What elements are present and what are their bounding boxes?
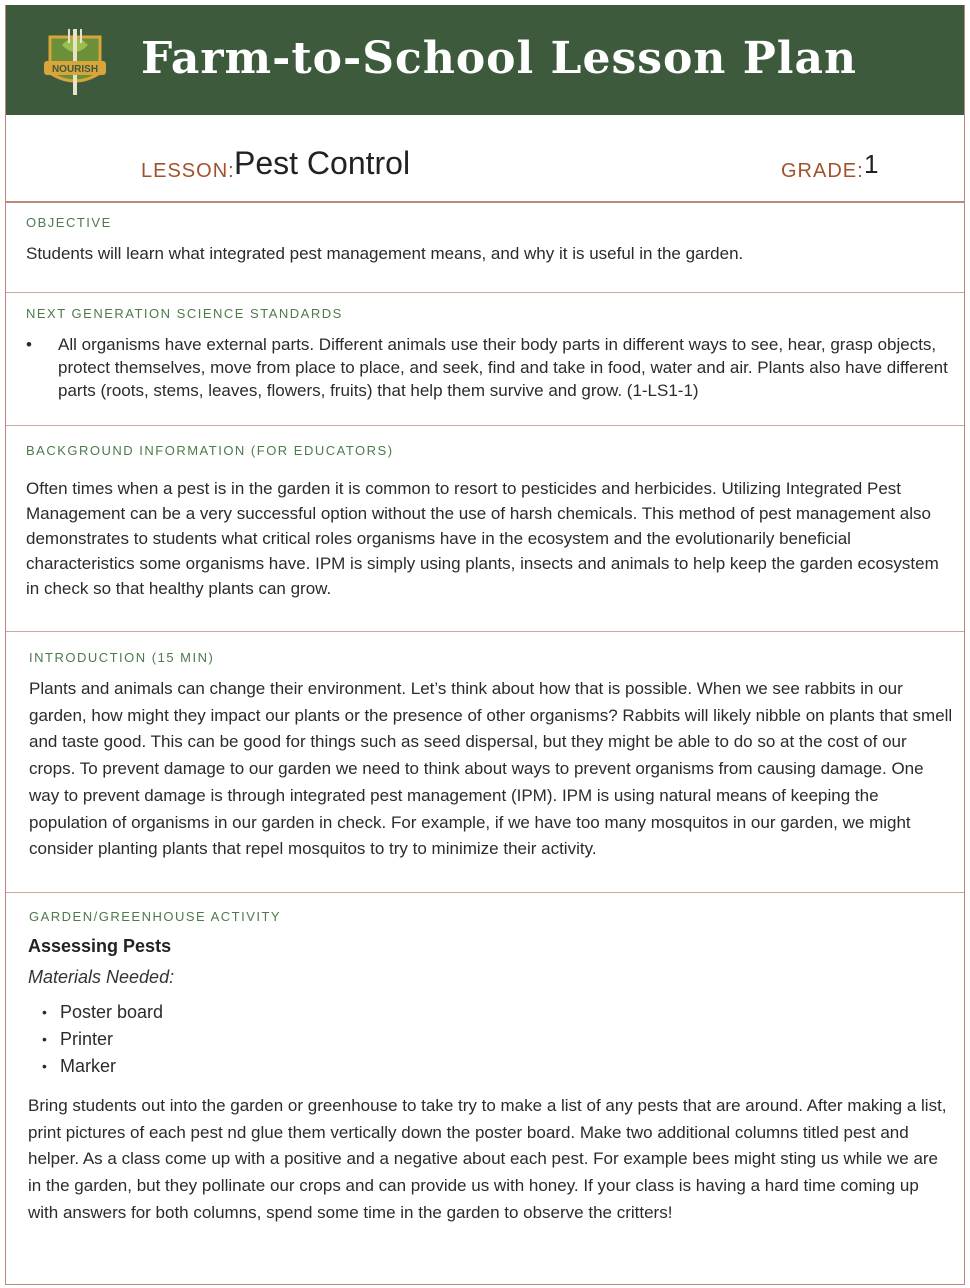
objective-text: Students will learn what integrated pest management means, and why it is useful in the garden. — [26, 244, 744, 263]
bullet: • — [26, 335, 32, 354]
lesson-name: Pest Control — [234, 145, 411, 181]
list-item: • Printer — [42, 1026, 163, 1053]
fork-leaf-icon — [42, 27, 108, 97]
introduction-heading: INTRODUCTION (15 MIN) — [29, 650, 215, 665]
lesson-info-row — [6, 115, 964, 203]
activity-section — [6, 893, 964, 1284]
standards-heading: NEXT GENERATION SCIENCE STANDARDS — [26, 306, 343, 321]
svg-text:NOURISH: NOURISH — [51, 64, 99, 75]
lesson-label: LESSON: — [141, 160, 235, 182]
list-item: • Poster board — [42, 999, 163, 1026]
list-item: • Marker — [42, 1053, 163, 1080]
objective-section — [6, 201, 964, 293]
materials-list — [42, 999, 163, 1080]
background-section — [6, 426, 964, 632]
activity-text: Bring students out into the garden or greenhouse to take try to make a list of any pests that are around. After making a list, print pictures of each pest nd glue them vertically down the poster board. Make two additional columns titled pest and helper. As a class come up with a positive and a negative about each pest. For example bees might sting us while we are in the garden, but they pollinate our crops and can provide us with honey. If your class is having a hard time coming up with answers for both columns, spend some time in the garden to observe the critters! — [28, 1096, 947, 1222]
standards-item-text: All organisms have external parts. Different animals use their body parts in different ways to see, hear, grasp objects, protect themselves, move from place to place, and seek, find and take in food, water and air. Plants also have different parts (roots, stems, leaves, flowers, fruits) that help them survive and grow. (1-LS1-1) — [58, 335, 948, 400]
background-heading: BACKGROUND INFORMATION (FOR EDUCATORS) — [26, 443, 394, 458]
grade-value: 1 — [864, 149, 879, 179]
activity-title: Assessing Pests — [28, 936, 172, 956]
grade-label: GRADE: — [781, 160, 864, 182]
standards-section — [6, 293, 964, 426]
introduction-section — [6, 632, 964, 893]
lesson-plan-page — [5, 5, 965, 1285]
activity-heading: GARDEN/GREENHOUSE ACTIVITY — [29, 909, 282, 924]
header-band — [6, 5, 964, 115]
objective-heading: OBJECTIVE — [26, 215, 112, 230]
page-title: Farm-to-School Lesson Plan — [141, 33, 857, 84]
background-text: Often times when a pest is in the garden it is common to resort to pesticides and herbicides. Utilizing Integrated Pest Management can be a very successful option without the use of harsh chemicals. This method of pest management also demonstrates to students what critical roles organisms have in the ecosystem and the evolutionarily beneficial characteristics some organisms have. IPM is simply using plants, insects and animals to help keep the garden ecosystem in check so that healthy plants can grow. — [26, 479, 939, 598]
introduction-text: Plants and animals can change their environment. Let’s think about how that is possible. When we see rabbits in our garden, how might they impact our plants or the presence of other organisms? Rabbits will likely nibble on plants that smell and taste good. This can be good for things such as seed dispersal, but they might be able to do so at the cost of our crops. To prevent damage to our garden we need to think about ways to prevent organisms from causing damage. One way to prevent damage is through integrated pest management (IPM). IPM is using natural means of keeping the population of organisms in our garden in check. For example, if we have too many mosquitos in our garden, we might consider planting plants that repel mosquitos to try to minimize their activity. — [29, 679, 953, 859]
nourish-logo — [42, 27, 108, 97]
materials-label: Materials Needed: — [28, 967, 175, 987]
